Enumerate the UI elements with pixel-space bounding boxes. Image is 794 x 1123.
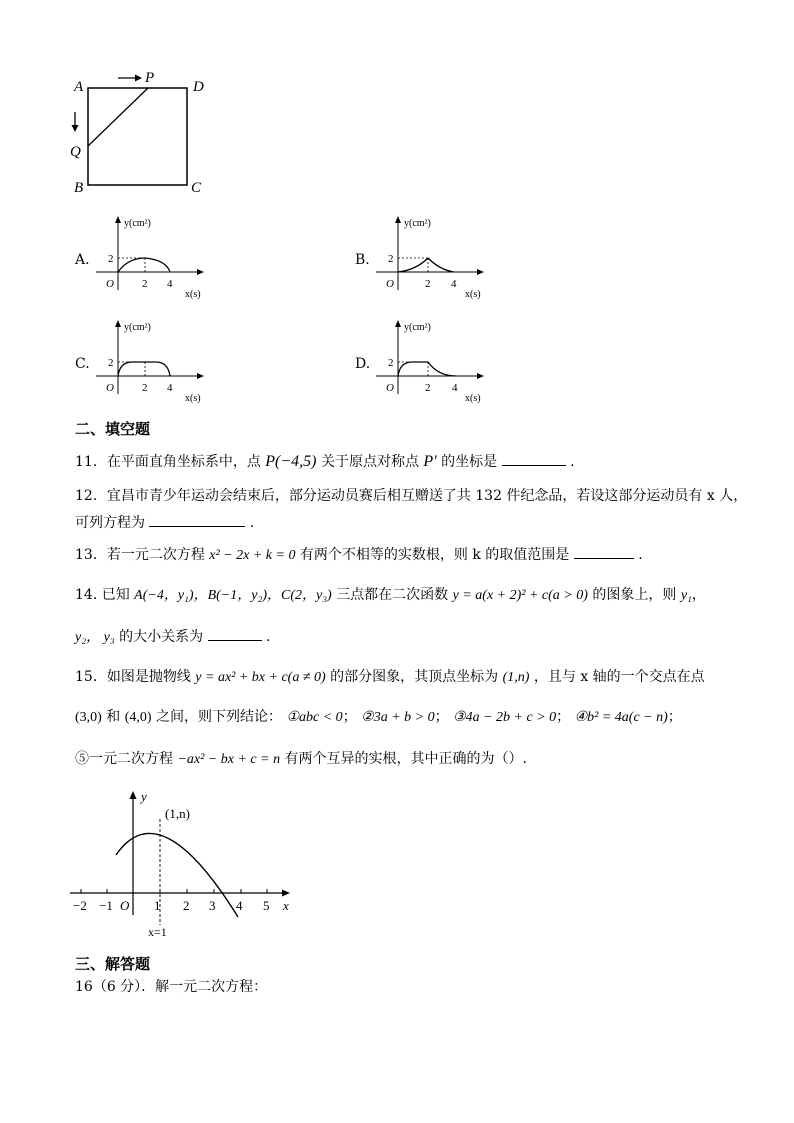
q15-point-2: (4,0) <box>124 710 152 725</box>
vertex-label: (1,n) <box>165 806 190 821</box>
x-label: x(s) <box>465 289 481 300</box>
q15-equation-5: −ax² − bx + c = n <box>177 752 281 767</box>
q15-parabola: y = ax² + bx + c(a ≠ 0) <box>195 670 326 685</box>
x-label: x(s) <box>185 289 201 300</box>
q14-before: 14. 已知 <box>75 587 130 603</box>
x-label: x(s) <box>185 393 201 404</box>
tick-x-4: 4 <box>167 278 173 290</box>
option-a-label: A. <box>75 252 90 268</box>
tick-x-2: 2 <box>425 278 431 290</box>
question-15-line-1 <box>75 668 705 687</box>
x-axis-arrow <box>477 269 484 275</box>
x-axis-arrow <box>477 373 484 379</box>
question-15-line-2: (3,0) 和 (4,0) 之间，则下列结论： ①abc < 0； ②3a + b > 0； ③4a − 2b + c > 0； ④b² = 4a(c − n)； <box>75 709 682 725</box>
q15-claim-4: ④b² = 4a(c − n) <box>574 710 668 725</box>
arrow-q-head <box>72 125 79 132</box>
square-abcd <box>88 88 187 185</box>
label-d: D <box>193 79 204 95</box>
q12-end: . <box>249 515 255 531</box>
label-c: C <box>191 180 202 196</box>
q13-end: . <box>638 547 643 563</box>
tick-label-minus-2: −2 <box>73 898 87 913</box>
q12-line2: 可列方程为 <box>75 515 145 531</box>
curve-rise <box>398 258 428 272</box>
tick-y-2: 2 <box>388 253 394 265</box>
q15-and: 和 <box>106 709 121 725</box>
q15-middle-2: 之间，则下列结论： <box>156 709 283 725</box>
question-16: 16（6 分）．解一元二次方程： <box>75 979 268 995</box>
y-axis-arrow <box>115 216 121 223</box>
x-label: x(s) <box>465 393 481 404</box>
option-d-graph <box>372 316 502 408</box>
origin-label: O <box>386 278 394 290</box>
q13-before: 13．若一元二次方程 <box>75 547 205 563</box>
tick-x-2: 2 <box>142 382 148 394</box>
q15-line3-before: ⑤一元二次方程 <box>75 751 173 767</box>
tick-label-4: 4 <box>236 898 243 913</box>
option-b-graph <box>372 212 502 304</box>
q13-answer-blank[interactable] <box>574 544 634 559</box>
tick-label-minus-1: −1 <box>99 898 113 913</box>
q14-y1: y₁ <box>680 588 692 603</box>
label-q: Q <box>70 144 81 160</box>
label-p: P <box>145 70 155 86</box>
q11-answer-blank[interactable] <box>502 451 566 466</box>
curve-rise <box>118 258 145 272</box>
q14-points: A(−4，y₁)，B(−1，y₂)，C(2，y₃) <box>134 588 332 603</box>
q14-y2-y3: y₂， y₃ <box>75 630 115 645</box>
question-13 <box>75 544 643 565</box>
tick-label-5: 5 <box>263 898 270 913</box>
q13-equation: x² − 2x + k = 0 <box>209 548 296 563</box>
q11-end: . <box>570 454 575 470</box>
q15-point-1: (3,0) <box>75 710 102 725</box>
q14-answer-blank[interactable] <box>208 626 262 641</box>
option-c-label: C. <box>75 356 90 372</box>
arrow-p-head <box>135 75 142 82</box>
label-a: A <box>74 79 84 95</box>
origin-label: O <box>106 278 114 290</box>
q15-claim-2: ②3a + b > 0 <box>361 710 435 725</box>
label-b: B <box>74 180 84 196</box>
y-axis-arrow <box>395 320 401 327</box>
q11-after: 的坐标是 <box>441 454 498 470</box>
q15-claim-1: ①abc < 0 <box>286 710 343 725</box>
curve-fall <box>145 258 170 272</box>
q11-middle: 关于原点对称点 <box>320 454 419 470</box>
tick-x-4: 4 <box>167 382 173 394</box>
y-label: y(cm²) <box>404 218 431 229</box>
option-b-label: B. <box>355 252 370 268</box>
y-axis-arrow <box>395 216 401 223</box>
q14-function: y = a(x + 2)² + c(a > 0) <box>452 588 588 603</box>
option-c-graph <box>92 316 222 408</box>
tick-x-4: 4 <box>452 382 458 394</box>
tick-y-2: 2 <box>108 357 114 369</box>
square-figure <box>60 60 220 200</box>
axis-of-symmetry-label: x=1 <box>148 925 167 939</box>
q14-after: 的图象上，则 <box>592 587 677 603</box>
tick-label-2: 2 <box>183 898 190 913</box>
q15-claim-3: ③4a − 2b + c > 0 <box>453 710 557 725</box>
tick-x-2: 2 <box>425 382 431 394</box>
q11-before: 11．在平面直角坐标系中，点 <box>75 454 261 470</box>
y-label: y(cm²) <box>404 322 431 333</box>
q15-vertex: (1,n) <box>502 670 530 685</box>
tick-label-3: 3 <box>209 898 216 913</box>
origin-label: O <box>106 382 114 394</box>
q13-after: 有两个不相等的实数根，则 k 的取值范围是 <box>299 547 570 563</box>
y-label: y(cm²) <box>124 322 151 333</box>
y-label: y(cm²) <box>124 218 151 229</box>
section-3-title: 三、解答题 <box>75 955 151 973</box>
y-axis-arrow <box>115 320 121 327</box>
question-11 <box>75 451 575 471</box>
parabola-curve <box>116 833 238 917</box>
question-12-line-1: 12．宜昌市青少年运动会结束后，部分运动员赛后相互赠送了共 132 件纪念品，若设这部分运动员有 x 人， <box>75 488 748 504</box>
q11-point: P(−4,5) <box>265 453 317 470</box>
segment-pq <box>88 88 148 146</box>
q14-after-2: 的大小关系为 <box>119 629 204 645</box>
origin-label: O <box>120 898 130 913</box>
question-15-line-3 <box>75 750 527 769</box>
curve-fall <box>428 258 454 272</box>
y-axis-arrow <box>130 791 137 799</box>
question-14-line-1: 14. 已知 A(−4，y₁)，B(−1，y₂)，C(2，y₃) 三点都在二次函数 y = a(x + 2)² + c(a > 0) 的图象上，则 y₁， <box>75 587 706 603</box>
section-2-title: 二、填空题 <box>75 420 151 438</box>
q14-middle: 三点都在二次函数 <box>336 587 449 603</box>
curve <box>118 362 170 376</box>
q14-end: . <box>266 629 271 645</box>
y-axis-label: y <box>141 789 147 804</box>
x-axis-arrow <box>197 373 204 379</box>
origin-label: O <box>386 382 394 394</box>
tick-y-2: 2 <box>388 357 394 369</box>
question-14-line-2 <box>75 626 270 647</box>
x-axis-arrow <box>197 269 204 275</box>
x-axis-label: x <box>283 898 289 913</box>
q15-middle: 的部分图象，其顶点坐标为 <box>330 669 499 685</box>
tick-label-1: 1 <box>154 898 161 913</box>
question-12-line-2 <box>75 512 254 532</box>
option-a-graph <box>92 212 222 304</box>
q15-after: ，且与 x 轴的一个交点在点 <box>533 669 705 685</box>
q12-answer-blank[interactable] <box>149 512 245 527</box>
parabola-figure <box>64 785 304 945</box>
x-axis-arrow <box>282 890 290 897</box>
option-d-label: D. <box>355 356 371 372</box>
tick-x-4: 4 <box>451 278 457 290</box>
q11-image-point: P′ <box>423 453 437 470</box>
q15-line3-after: 有两个互异的实根，其中正确的为（）. <box>284 751 527 767</box>
curve <box>398 362 456 376</box>
q15-before: 15．如图是抛物线 <box>75 669 191 685</box>
tick-y-2: 2 <box>108 253 114 265</box>
tick-x-2: 2 <box>142 278 148 290</box>
